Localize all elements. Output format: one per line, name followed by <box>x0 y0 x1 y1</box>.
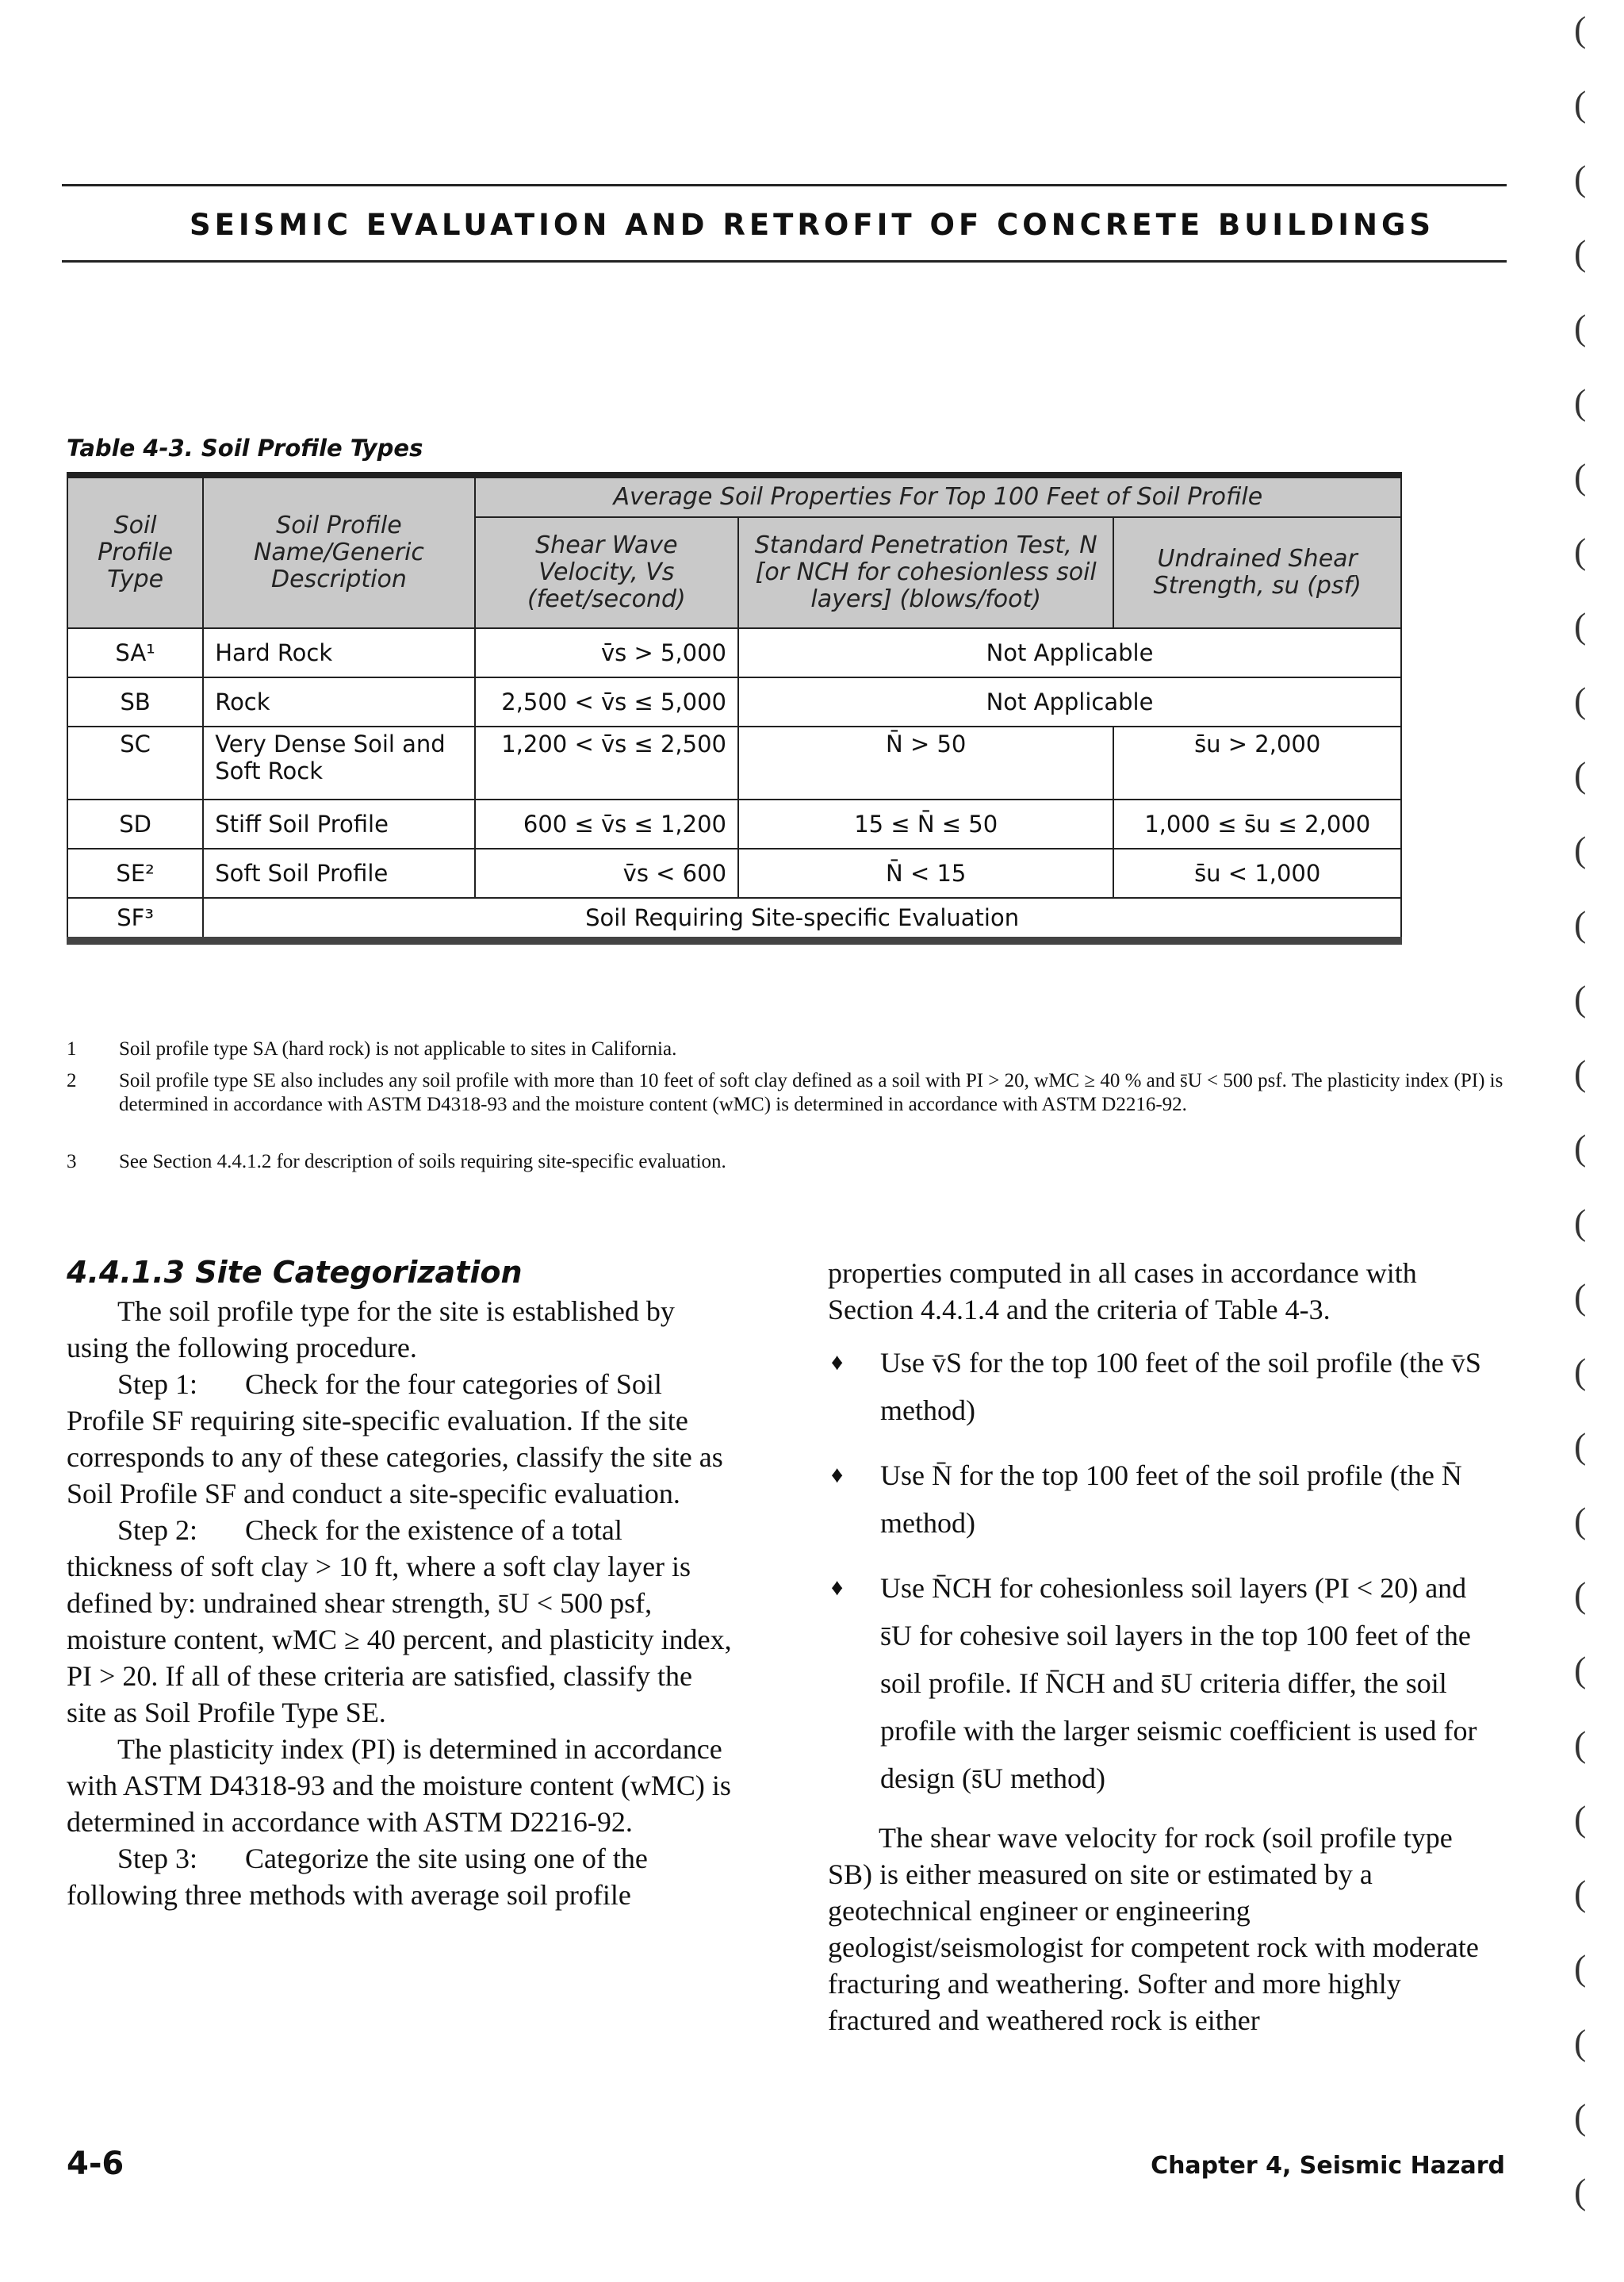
step3-text: Categorize the site using one of the following three methods with average soil profile <box>67 1843 648 1911</box>
footnote-text: Soil profile type SA (hard rock) is not applicable to sites in California. <box>119 1038 677 1060</box>
cell-type: SF³ <box>67 898 203 941</box>
margin-paren-mark: ( <box>1574 978 1587 1018</box>
table-row <box>67 898 1401 941</box>
diamond-bullet-icon: ♦ <box>831 1349 844 1375</box>
margin-paren-mark: ( <box>1574 1574 1587 1615</box>
footnote-2 <box>67 1069 1510 1149</box>
group-header: Average Soil Properties For Top 100 Feet of Soil Profile <box>475 475 1401 517</box>
margin-paren-mark: ( <box>1574 83 1587 124</box>
margin-paren-mark: ( <box>1574 2171 1587 2211</box>
step1-paragraph <box>67 1366 733 1512</box>
margin-paren-mark: ( <box>1574 1873 1587 1913</box>
running-header-title: SEISMIC EVALUATION AND RETROFIT OF CONCRETE BUILDINGS <box>189 208 1435 242</box>
step1-text: Check for the four categories of Soil Profile SF requiring site-specific evaluation. If the site corresponds to any of these categories, classify the site as Soil Profile SF and conduct a site-specific evaluation. <box>67 1368 723 1509</box>
table-row <box>67 677 1401 727</box>
footnote-number: 3 <box>67 1151 77 1172</box>
margin-paren-mark: ( <box>1574 9 1587 49</box>
bullet-text: Use v̄S for the top 100 feet of the soil profile (the v̄S method) <box>880 1347 1481 1426</box>
table-row <box>67 800 1401 849</box>
table-row <box>67 628 1401 677</box>
margin-paren-mark: ( <box>1574 1947 1587 1988</box>
left-column <box>67 1293 733 1913</box>
col-header-name: Soil Profile Name/Generic Description <box>203 475 474 628</box>
cell-vs: v̄s > 5,000 <box>475 628 738 677</box>
footnote-text: See Section 4.4.1.2 for description of soils requiring site-specific evaluation. <box>119 1151 726 1172</box>
margin-paren-mark: ( <box>1574 1425 1587 1466</box>
footnote-number: 2 <box>67 1070 77 1091</box>
soil-profile-table <box>67 472 1402 945</box>
step2-paragraph <box>67 1512 733 1731</box>
col-header-shear-strength: Undrained Shear Strength, su (psf) <box>1113 517 1401 628</box>
margin-paren-mark: ( <box>1574 1649 1587 1689</box>
table-caption: Table 4-3. Soil Profile Types <box>67 435 423 462</box>
margin-paren-mark: ( <box>1574 382 1587 422</box>
cell-merged: Not Applicable <box>738 628 1401 677</box>
chapter-footer: Chapter 4, Seismic Hazard <box>1151 2152 1505 2180</box>
diamond-bullet-icon: ♦ <box>831 1574 844 1601</box>
plasticity-paragraph: The plasticity index (PI) is determined in accordance with ASTM D4318-93 and the moisture content (wMC) is determined in accordance with ASTM D2216-92. <box>67 1733 731 1838</box>
bullet-item <box>828 1564 1494 1802</box>
cell-name: Stiff Soil Profile <box>203 800 474 849</box>
col-header-shear-wave: Shear Wave Velocity, Vs (feet/second) <box>475 517 738 628</box>
table-row <box>67 727 1401 800</box>
table-row <box>67 849 1401 898</box>
cell-type: SE² <box>67 849 203 898</box>
margin-paren-mark: ( <box>1574 903 1587 944</box>
right-column <box>828 1255 1494 2038</box>
cell-n: 15 ≤ N̄ ≤ 50 <box>738 800 1113 849</box>
step3-paragraph <box>67 1840 733 1913</box>
rock-paragraph: The shear wave velocity for rock (soil profile type SB) is either measured on site or estimated by a geotechnical engineer or engineering geologist/seismologist for competent rock with moderate fracturing and weathering. Softer and more highly fractured and weathered rock is either <box>828 1822 1479 2036</box>
bullet-text: Use N̄CH for cohesionless soil layers (PI < 20) and s̄U for cohesive soil layers in the top 100 feet of the soil profile. If N̄CH and s̄U criteria differ, the soil profile with the larger seismic coefficient is used for design (s̄U method) <box>880 1572 1477 1794</box>
margin-paren-mark: ( <box>1574 680 1587 720</box>
cell-merged: Soil Requiring Site-specific Evaluation <box>203 898 1401 941</box>
cell-su: s̄u > 2,000 <box>1113 727 1401 800</box>
cell-name: Rock <box>203 677 474 727</box>
step2-label: Step 2: <box>117 1514 198 1546</box>
margin-paren-mark: ( <box>1574 2096 1587 2137</box>
margin-paren-mark: ( <box>1574 829 1587 869</box>
margin-paren-mark: ( <box>1574 2022 1587 2062</box>
cell-vs: v̄s < 600 <box>475 849 738 898</box>
margin-paren-mark: ( <box>1574 1127 1587 1168</box>
cell-su: s̄u < 1,000 <box>1113 849 1401 898</box>
cell-type: SB <box>67 677 203 727</box>
continuation-paragraph: properties computed in all cases in accordance with Section 4.4.1.4 and the criteria of Table 4-3. <box>828 1257 1417 1325</box>
cell-type: SD <box>67 800 203 849</box>
col-header-spt: Standard Penetration Test, N [or NCH for cohesionless soil layers] (blows/foot) <box>738 517 1113 628</box>
margin-paren-mark: ( <box>1574 1724 1587 1764</box>
margin-paren-mark: ( <box>1574 754 1587 795</box>
margin-paren-mark: ( <box>1574 531 1587 571</box>
header-rule-top <box>62 184 1507 186</box>
cell-n: N̄ < 15 <box>738 849 1113 898</box>
footnote-text: Soil profile type SE also includes any soil profile with more than 10 feet of soft clay defined as a soil with PI > 20, wMC ≥ 40 % and s̄U < 500 psf. The plasticity index (PI) is determined in accordance with ASTM D4318-93 and the moisture content (wMC) is determined in accordance with ASTM D2216-92. <box>119 1070 1503 1115</box>
cell-vs: 2,500 < v̄s ≤ 5,000 <box>475 677 738 727</box>
margin-paren-mark: ( <box>1574 1053 1587 1093</box>
margin-paren-mark: ( <box>1574 1202 1587 1242</box>
step3-label: Step 3: <box>117 1843 198 1874</box>
bullet-item <box>828 1452 1494 1547</box>
cell-name: Hard Rock <box>203 628 474 677</box>
cell-type: SA¹ <box>67 628 203 677</box>
cell-su: 1,000 ≤ s̄u ≤ 2,000 <box>1113 800 1401 849</box>
cell-name: Soft Soil Profile <box>203 849 474 898</box>
intro-paragraph: The soil profile type for the site is established by using the following procedure. <box>67 1295 675 1363</box>
bullet-text: Use N̄ for the top 100 feet of the soil profile (the N̄ method) <box>880 1459 1462 1539</box>
diamond-bullet-icon: ♦ <box>831 1462 844 1488</box>
margin-paren-mark: ( <box>1574 456 1587 497</box>
cell-vs: 1,200 < v̄s ≤ 2,500 <box>475 727 738 800</box>
step2-text: Check for the existence of a total thickness of soft clay > 10 ft, where a soft clay layer is defined by: undrained shear strength, s̄U < 500 psf, moisture content, wMC ≥ 40 percent, and plasticity index, PI > 20. If all of these criteria are satisfied, classify the site as Soil Profile Type SE. <box>67 1514 732 1728</box>
footnote-number: 1 <box>67 1038 77 1060</box>
header-rule-bottom <box>62 260 1507 263</box>
cell-type: SC <box>67 727 203 800</box>
cell-n: N̄ > 50 <box>738 727 1113 800</box>
cell-vs: 600 ≤ v̄s ≤ 1,200 <box>475 800 738 849</box>
margin-paren-mark: ( <box>1574 232 1587 273</box>
margin-paren-mark: ( <box>1574 1276 1587 1317</box>
margin-paren-mark: ( <box>1574 158 1587 198</box>
margin-paren-mark: ( <box>1574 307 1587 347</box>
margin-paren-mark: ( <box>1574 1351 1587 1391</box>
section-title: 4.4.1.3 Site Categorization <box>67 1255 523 1290</box>
margin-paren-mark: ( <box>1574 1500 1587 1540</box>
cell-name: Very Dense Soil and Soft Rock <box>203 727 474 800</box>
step1-label: Step 1: <box>117 1368 198 1400</box>
col-header-type: Soil Profile Type <box>67 475 203 628</box>
margin-paren-mark: ( <box>1574 1798 1587 1839</box>
cell-merged: Not Applicable <box>738 677 1401 727</box>
margin-paren-mark: ( <box>1574 605 1587 646</box>
bullet-item <box>828 1339 1494 1434</box>
page-number: 4-6 <box>67 2146 124 2182</box>
